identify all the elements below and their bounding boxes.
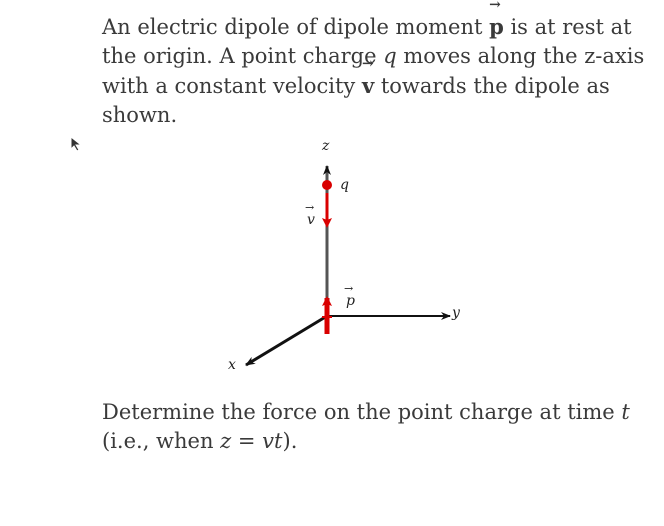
question-line-1: Determine the force on the point charge at time t xyxy=(102,400,630,424)
dipole-moment-symbol: → p xyxy=(489,12,504,41)
z-axis-label: z xyxy=(322,138,330,154)
question-text xyxy=(102,398,630,456)
point-charge xyxy=(322,180,332,190)
charge-label: q xyxy=(340,177,349,193)
y-axis-label: y xyxy=(452,305,460,321)
dipole-label: → p xyxy=(346,293,355,309)
statement-line-1: An electric dipole of dipole moment → p is at rest at xyxy=(102,12,588,42)
x-axis xyxy=(246,316,327,365)
velocity-label: → v xyxy=(307,212,315,228)
charge-symbol: q xyxy=(383,44,397,68)
x-axis-label: x xyxy=(228,357,236,373)
dipole-base xyxy=(322,316,332,318)
statement-line-3: with a constant velocity → v towards the dipole as xyxy=(102,71,588,101)
time-symbol: t xyxy=(621,400,630,424)
statement-line-2: the origin. A point charge q moves along the z-axis xyxy=(102,44,645,68)
position-equation: z = vt xyxy=(220,429,283,453)
question-line-2: (i.e., when z = vt). xyxy=(102,429,298,453)
statement-line-4: shown. xyxy=(102,103,178,127)
velocity-symbol: → v xyxy=(362,71,374,100)
